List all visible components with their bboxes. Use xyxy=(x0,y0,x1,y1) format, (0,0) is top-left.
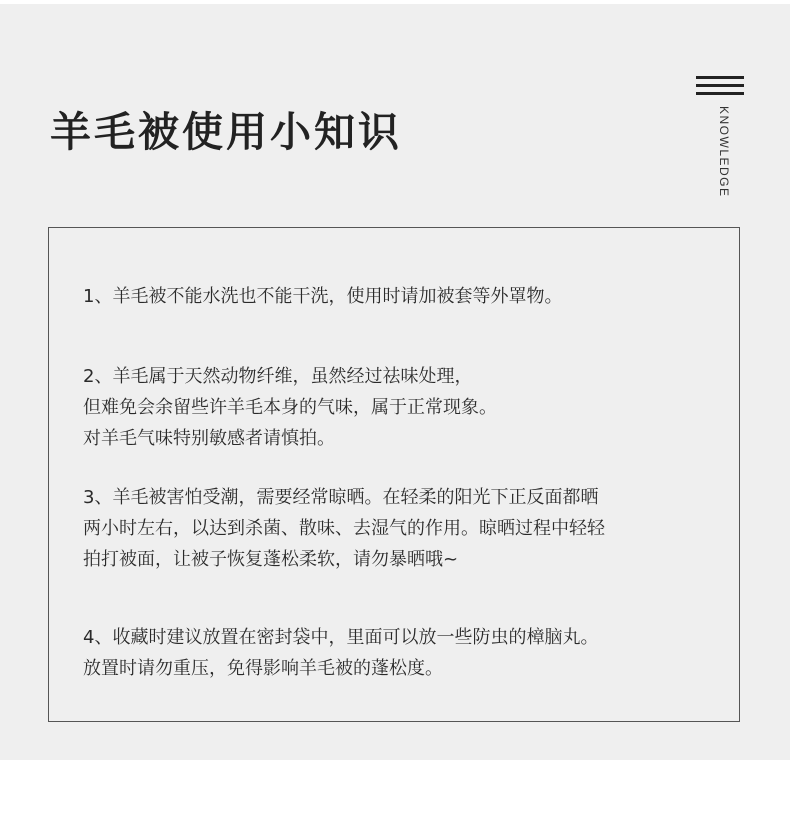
tip-line: 放置时请勿重压，免得影响羊毛被的蓬松度。 xyxy=(83,658,443,679)
knowledge-label: KNOWLEDGE xyxy=(717,106,731,198)
tip-4 xyxy=(83,622,598,684)
tip-3 xyxy=(83,482,605,575)
tip-line: 两小时左右，以达到杀菌、散味、去湿气的作用。晾晒过程中轻轻 xyxy=(83,518,605,539)
hamburger-line xyxy=(696,84,744,87)
hamburger-line xyxy=(696,92,744,95)
background-panel xyxy=(0,4,790,760)
tip-line: 4、收藏时建议放置在密封袋中，里面可以放一些防虫的樟脑丸。 xyxy=(83,627,599,648)
tip-line: 但难免会余留些许羊毛本身的气味，属于正常现象。 xyxy=(83,397,497,418)
tip-2 xyxy=(83,361,497,454)
tip-line: 拍打被面，让被子恢复蓬松柔软，请勿暴晒哦~ xyxy=(83,549,459,570)
tips-box xyxy=(48,227,740,722)
tip-1 xyxy=(83,281,562,312)
hamburger-icon xyxy=(696,76,744,96)
tip-line: 2、羊毛属于天然动物纤维，虽然经过祛味处理， xyxy=(83,366,473,387)
tip-line: 3、羊毛被害怕受潮，需要经常晾晒。在轻柔的阳光下正反面都晒 xyxy=(83,487,599,508)
tip-line: 1、羊毛被不能水洗也不能干洗，使用时请加被套等外罩物。 xyxy=(83,286,563,307)
hamburger-line xyxy=(696,76,744,79)
page-title: 羊毛被使用小知识 xyxy=(50,108,402,156)
tip-line: 对羊毛气味特别敏感者请慎拍。 xyxy=(83,428,335,449)
